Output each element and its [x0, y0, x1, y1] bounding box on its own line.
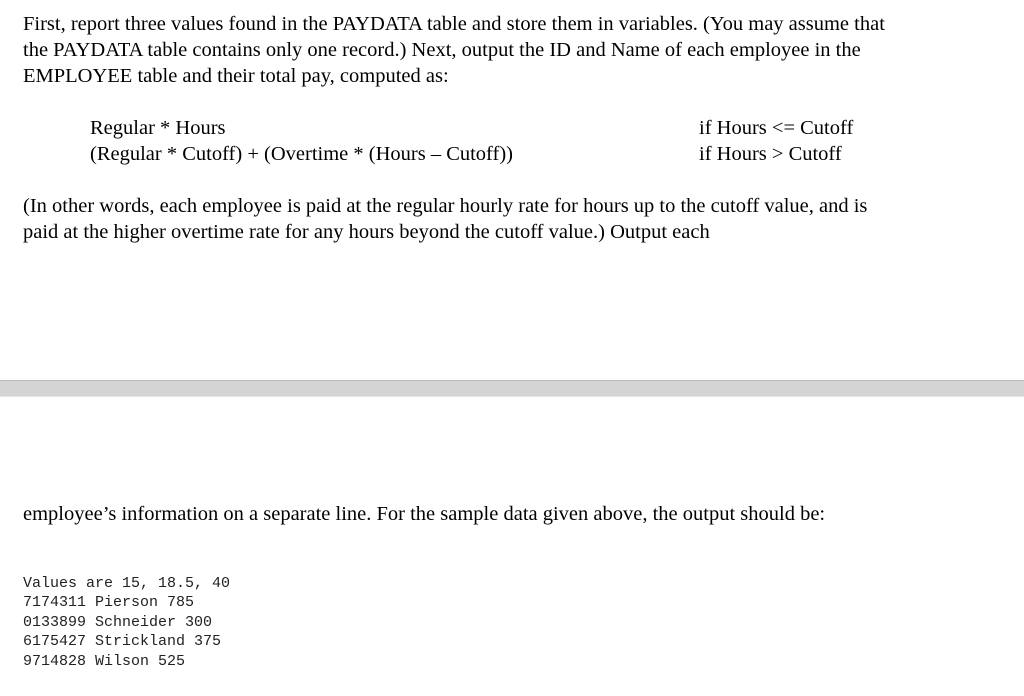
explanation-paragraph: (In other words, each employee is paid at the regular hourly rate for hours up to the cutoff value, and is paid at the higher overtime rate for any hours beyond the cutoff value.) Output each [23, 195, 868, 243]
sample-output-line: 9714828 Wilson 525 [23, 652, 186, 670]
page-bottom [0, 397, 1024, 696]
formula-row-regular [90, 115, 880, 141]
intro-paragraph: First, report three values found in the PAYDATA table and store them in variables. (You may assume that the PAYDATA table contains only one record.) Next, output the ID and Name of each employee in the EMPLOYEE table and their total pay, computed as: [23, 13, 885, 87]
sample-output-line: 6175427 Strickland 375 [23, 633, 222, 651]
formula-row-overtime [90, 141, 880, 167]
formula-expression: (Regular * Cutoff) + (Overtime * (Hours – Cutoff)) [90, 143, 513, 165]
formula-condition: if Hours > Cutoff [699, 143, 842, 165]
formula-expression: Regular * Hours [90, 117, 226, 139]
sample-output-line: 7174311 Pierson 785 [23, 594, 195, 612]
sample-output-line: Values are 15, 18.5, 40 [23, 575, 231, 592]
page-separator [0, 380, 1024, 397]
formula-condition: if Hours <= Cutoff [699, 117, 854, 139]
sample-output-block [23, 574, 230, 671]
continuation-paragraph: employee’s information on a separate line. For the sample data given above, the output should be: [23, 503, 826, 525]
sample-output-line: 0133899 Schneider 300 [23, 613, 213, 631]
